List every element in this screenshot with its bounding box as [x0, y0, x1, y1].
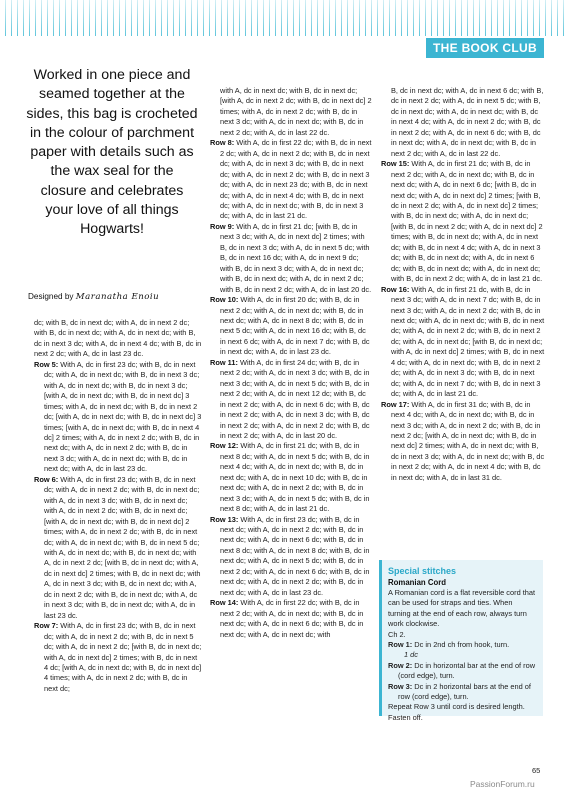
section-label: THE BOOK CLUB: [426, 38, 544, 58]
row-instructions: With A, dc in first 21 dc; [with B, dc in next 3 dc; with A, dc in next dc] 2 times; with B, dc in next 3 dc; with A, dc in next 5 dc; with B, dc in next 16 dc; with A, dc in next 9 dc; with B, dc in next 3 dc; with A, dc in next dc; with B, dc in next dc; with A, dc in next 2 dc; with B, dc in next 2 dc; with A, dc in last 20 dc.: [220, 221, 372, 294]
pattern-column-2: [210, 86, 373, 640]
designer-credit: [28, 292, 198, 302]
pattern-row: [210, 138, 373, 222]
intro-text: Worked in one piece and seamed together at the sides, this bag is crocheted in the colour of parchment paper with details such as the wax seal for the closure and celebrates your love of all things Hogwarts!: [26, 67, 198, 238]
stitch-description: A Romanian cord is a flat reversible cord that can be used for straps and ties. When turning at the end of each row, always turn work clockwise.: [388, 588, 536, 629]
row-instructions: With A, dc in first 24 dc; with B, dc in next 2 dc; with A, dc in next 3 dc; with B, dc in next 3 dc; with A, dc in next 5 dc; with B, dc in next 2 dc; with A, dc in next 12 dc; with B, dc in next 2 dc; with A, dc in next 6 dc; with B, dc in next 2 dc; with A, dc in next 3 dc; with B, dc in next 2 dc; with A, dc in next 2 dc; with B, dc in next 2 dc; with A, dc in last 20 dc.: [220, 357, 370, 440]
stitch-row-2: [388, 661, 537, 682]
pattern-row: [210, 358, 373, 442]
stitch-repeat: Repeat Row 3 until cord is desired length. Fasten off.: [388, 702, 525, 722]
page-number: 65: [532, 766, 541, 775]
row-instructions: With A, dc in first 21 dc, with B, dc in next 3 dc; with A, dc in next 7 dc; with B, dc in next 3 dc; with A, dc in next 2 dc; with B, dc in next dc; with A, dc in next dc; with B, dc in next dc; with A, dc in next 2 dc; with B, dc in next 2 dc; with A, dc in next dc; [with B, dc in next dc; with A, dc in next dc] 2 times; with B, dc in next 4 dc; with A, dc in next dc; with B, dc in next 2 dc; with A, dc in next 3 dc; with B, dc in next dc; with A, dc in next 7 dc; with B, dc in next 3 dc; with A, dc in last 21 dc.: [391, 284, 545, 399]
pattern-column-3: [381, 86, 545, 483]
row-instructions: With A, dc in first 21 dc; with B, dc in next 8 dc; with A, dc in next 5 dc; with B, dc in next 4 dc; with A, dc in next dc; with B, dc in next dc; with A, dc in next 10 dc; with B, dc in next dc; with A, dc in next 2 dc; with B, dc in next 3 dc; with A, dc in next 5 dc; with B, dc in next 8 dc; with A, dc in last 21 dc.: [220, 441, 370, 514]
row-label: Row 9:: [210, 221, 235, 231]
row-label: Row 16:: [381, 284, 410, 294]
row-label: Row 11:: [210, 357, 238, 367]
special-stitches-box: [379, 560, 543, 722]
pattern-row: [210, 295, 373, 358]
pattern-row: [381, 285, 545, 400]
continuation-text: with A, dc in next dc; with B, dc in next dc; [with A, dc in next 2 dc; with B, dc in next dc] 2 times; with A, dc in next 2 dc; with B, dc in next 3 dc; with A, dc in next dc; with B, dc in next 2 dc; with A, dc in last 22 dc.: [220, 86, 372, 137]
row-instructions: With A, dc in first 23 dc; with B, dc in next dc; with A, dc in next 2 dc; with B, dc in next 5 dc; with A, dc in next 2 dc; [with B, dc in next dc; with A, dc in next dc] 2 times; with B, dc in next 4 dc; [with A, dc in next dc; with B, dc in next dc] 4 times; with A, dc in next 2 dc; with B, dc in next dc;: [44, 621, 202, 693]
row-label: Row 3:: [388, 681, 413, 691]
row-label: Row 14:: [210, 598, 239, 608]
row-label: Row 1:: [388, 640, 413, 650]
stitch-count-note: 1 dc: [404, 650, 418, 660]
watermark: PassionForum.ru: [470, 779, 535, 789]
pattern-row: [210, 598, 373, 640]
pattern-row: [34, 360, 202, 475]
pattern-row: [210, 441, 373, 514]
row-instructions: With A, dc in first 22 dc; with B, dc in next 2 dc; with A, dc in next 2 dc; with B, dc in next dc; with A, dc in next 3 dc; with B, dc in next dc; with A, dc in next 2 dc; with B, dc in next 3 dc; with A, dc in next 23 dc; with B, dc in next dc; with A, dc in next 4 dc; with B, dc in next dc; with A, dc in next dc; with B, dc in next 3 dc; with A, dc in last 21 dc.: [220, 138, 372, 221]
row-label: Row 5:: [34, 359, 59, 369]
pattern-row: [381, 400, 545, 484]
designer-prefix: Designed by: [28, 292, 74, 301]
row-instructions: With A, dc in first 21 dc; with B, dc in next 2 dc; with A, dc in next dc; with B, dc in next dc; with A, dc in next 6 dc; [with B, dc in next dc; with A, dc in next dc] 2 times; [with B, dc in next 2 dc; with A, dc in next dc] 2 times; with B, dc in next dc; with A, dc in next dc; [with B, dc in next 2 dc; with A, dc in next dc] 2 times; with B, dc in next dc; with A, dc in next dc; with B, dc in next 4 dc; with A, dc in next 3 dc; with B, dc in next dc; with A, dc in next 6 dc; with B, dc in next dc; with A, dc in next dc; with B, dc in next 2 dc; with A, dc in last 21 dc.: [391, 159, 543, 284]
row-label: Row 2:: [388, 660, 413, 670]
row-label: Row 13:: [210, 514, 239, 524]
row-instructions: With A, dc in first 22 dc; with B, dc in next 2 dc; with A, dc in next dc; with B, dc in next dc; with A, dc in next 6 dc; with B, dc in next dc; with A, dc in next dc; with: [220, 598, 364, 639]
row-label: Row 8:: [210, 138, 235, 148]
special-stitches-heading: Special stitches: [388, 566, 457, 576]
stitch-chain: Ch 2.: [388, 629, 406, 639]
row-label: Row 6:: [34, 474, 59, 484]
row-instructions: With A, dc in first 23 dc; with B, dc in next dc; with A, dc in next 2 dc; with B, dc in next dc; with A, dc in next 6 dc; with B, dc in next 8 dc; with A, dc in next 8 dc; with B, dc in next dc; with A, dc in next 5 dc; with B, dc in next 2 dc; with A, dc in next 6 dc; with B, dc in next dc; with A, dc in next 2 dc; with B, dc in next dc; with A, dc in last 23 dc.: [220, 514, 370, 597]
row-label: Row 7:: [34, 621, 59, 631]
row-instructions: Dc in horizontal bar at the end of row (cord edge), turn.: [398, 660, 536, 681]
row-label: Row 10:: [210, 295, 239, 305]
pattern-row: [210, 515, 373, 599]
row-instructions: Dc in 2nd ch from hook, turn.: [414, 640, 510, 650]
pattern-row: [210, 222, 373, 295]
stitch-row-3: [388, 682, 537, 703]
continuation-text: dc; with B, dc in next dc; with A, dc in next 2 dc; with B, dc in next dc; with A, dc in next dc; with B, dc in next 3 dc; with A, dc in next 4 dc; with B, dc in next 2 dc; with A, dc in last 23 dc.: [34, 318, 202, 359]
row-instructions: With A, dc in first 23 dc; with B, dc in next dc; with A, dc in next 2 dc; with B, dc in next dc; with A, dc in next 3 dc; with B, dc in next dc; with A, dc in next 2 dc; with B, dc in next dc; [with A, dc in next dc; with B, dc in next dc] 2 times; with A, dc in next 2 dc; with B, dc in next dc; with A, dc in next dc; with B, dc in next 5 dc; with A, dc in next dc; with B, dc in next dc; with A, dc in next 2 dc; [with B, dc in next dc; with A, dc in next dc] 2 times; with B, dc in next dc; with A, dc in next 3 dc; with B, dc in next dc; with A, dc in next 2 dc; with B, dc in next dc; with A, dc in next 3 dc; with B, dc in next dc; with A, dc in last 23 dc.: [44, 474, 201, 620]
continuation-text: B, dc in next dc; with A, dc in next 6 dc; with B, dc in next 2 dc; with A, dc in next 5 dc; with B, dc in next dc; with A, dc in next dc; with B, dc in next 4 dc; with A, dc in next 2 dc; with B, dc in next 2 dc; with A, dc in next 6 dc; with B, dc in next dc; with A, dc in next dc; with B, dc in next 2 dc; with A, dc in last 22 dc.: [391, 86, 544, 158]
pattern-row: [34, 621, 202, 694]
row-label: Row 17:: [381, 399, 410, 409]
pattern-column-1: [34, 318, 202, 694]
row-instructions: With A, dc in first 20 dc; with B, dc in next 2 dc; with A, dc in next dc; with B, dc in next dc; with A, dc in next 8 dc; with B, dc in next 5 dc; with A, dc in next 16 dc; with B, dc in next 6 dc; with A, dc in next 7 dc; with B, dc in next dc; with A, dc in last 23 dc.: [220, 295, 370, 357]
row-label: Row 12:: [210, 441, 239, 451]
header-stripe-fade: [0, 0, 566, 36]
stitch-row-1: [388, 640, 537, 661]
row-instructions: With A, dc in first 23 dc; with B, dc in next dc; with A, dc in next dc; with B, dc in next 3 dc; with A, dc in next dc; with B, dc in next 3 dc; [with A, dc in next dc; with B, dc in next dc] 3 times; with A, dc in next dc; with B, dc in next 2 dc; [with A, dc in next dc; with B, dc in next dc] 3 times; [with A, dc in next dc; with B, dc in next 4 dc] 2 times; with A, dc in next 2 dc; with B, dc in next dc; with A, dc in next 2 dc; with B, dc in next 3 dc; with A, dc in next dc; with B, dc in next dc; with A, dc in last 23 dc.: [44, 359, 202, 474]
pattern-row: [34, 475, 202, 621]
row-label: Row 15:: [381, 159, 410, 169]
row-instructions: With A, dc in first 31 dc; with B, dc in next 4 dc; with A, dc in next dc; with B, dc in next 3 dc; with A, dc in next 2 dc; with B, dc in next 2 dc; [with A, dc in next dc; with B, dc in next dc] 2 times; with A, dc in next dc; with B, dc in next 3 dc; with A, dc in next dc; with B, dc in next 2 dc; with A, dc in next 4 dc; with B, dc in next dc; with A, dc in last 31 dc.: [391, 399, 545, 482]
stitch-name: Romanian Cord: [388, 578, 447, 587]
row-instructions: Dc in 2 horizontal bars at the end of row (cord edge), turn.: [398, 681, 531, 702]
designer-name: Maranatha Enoiu: [75, 292, 160, 302]
pattern-row: [381, 159, 545, 284]
